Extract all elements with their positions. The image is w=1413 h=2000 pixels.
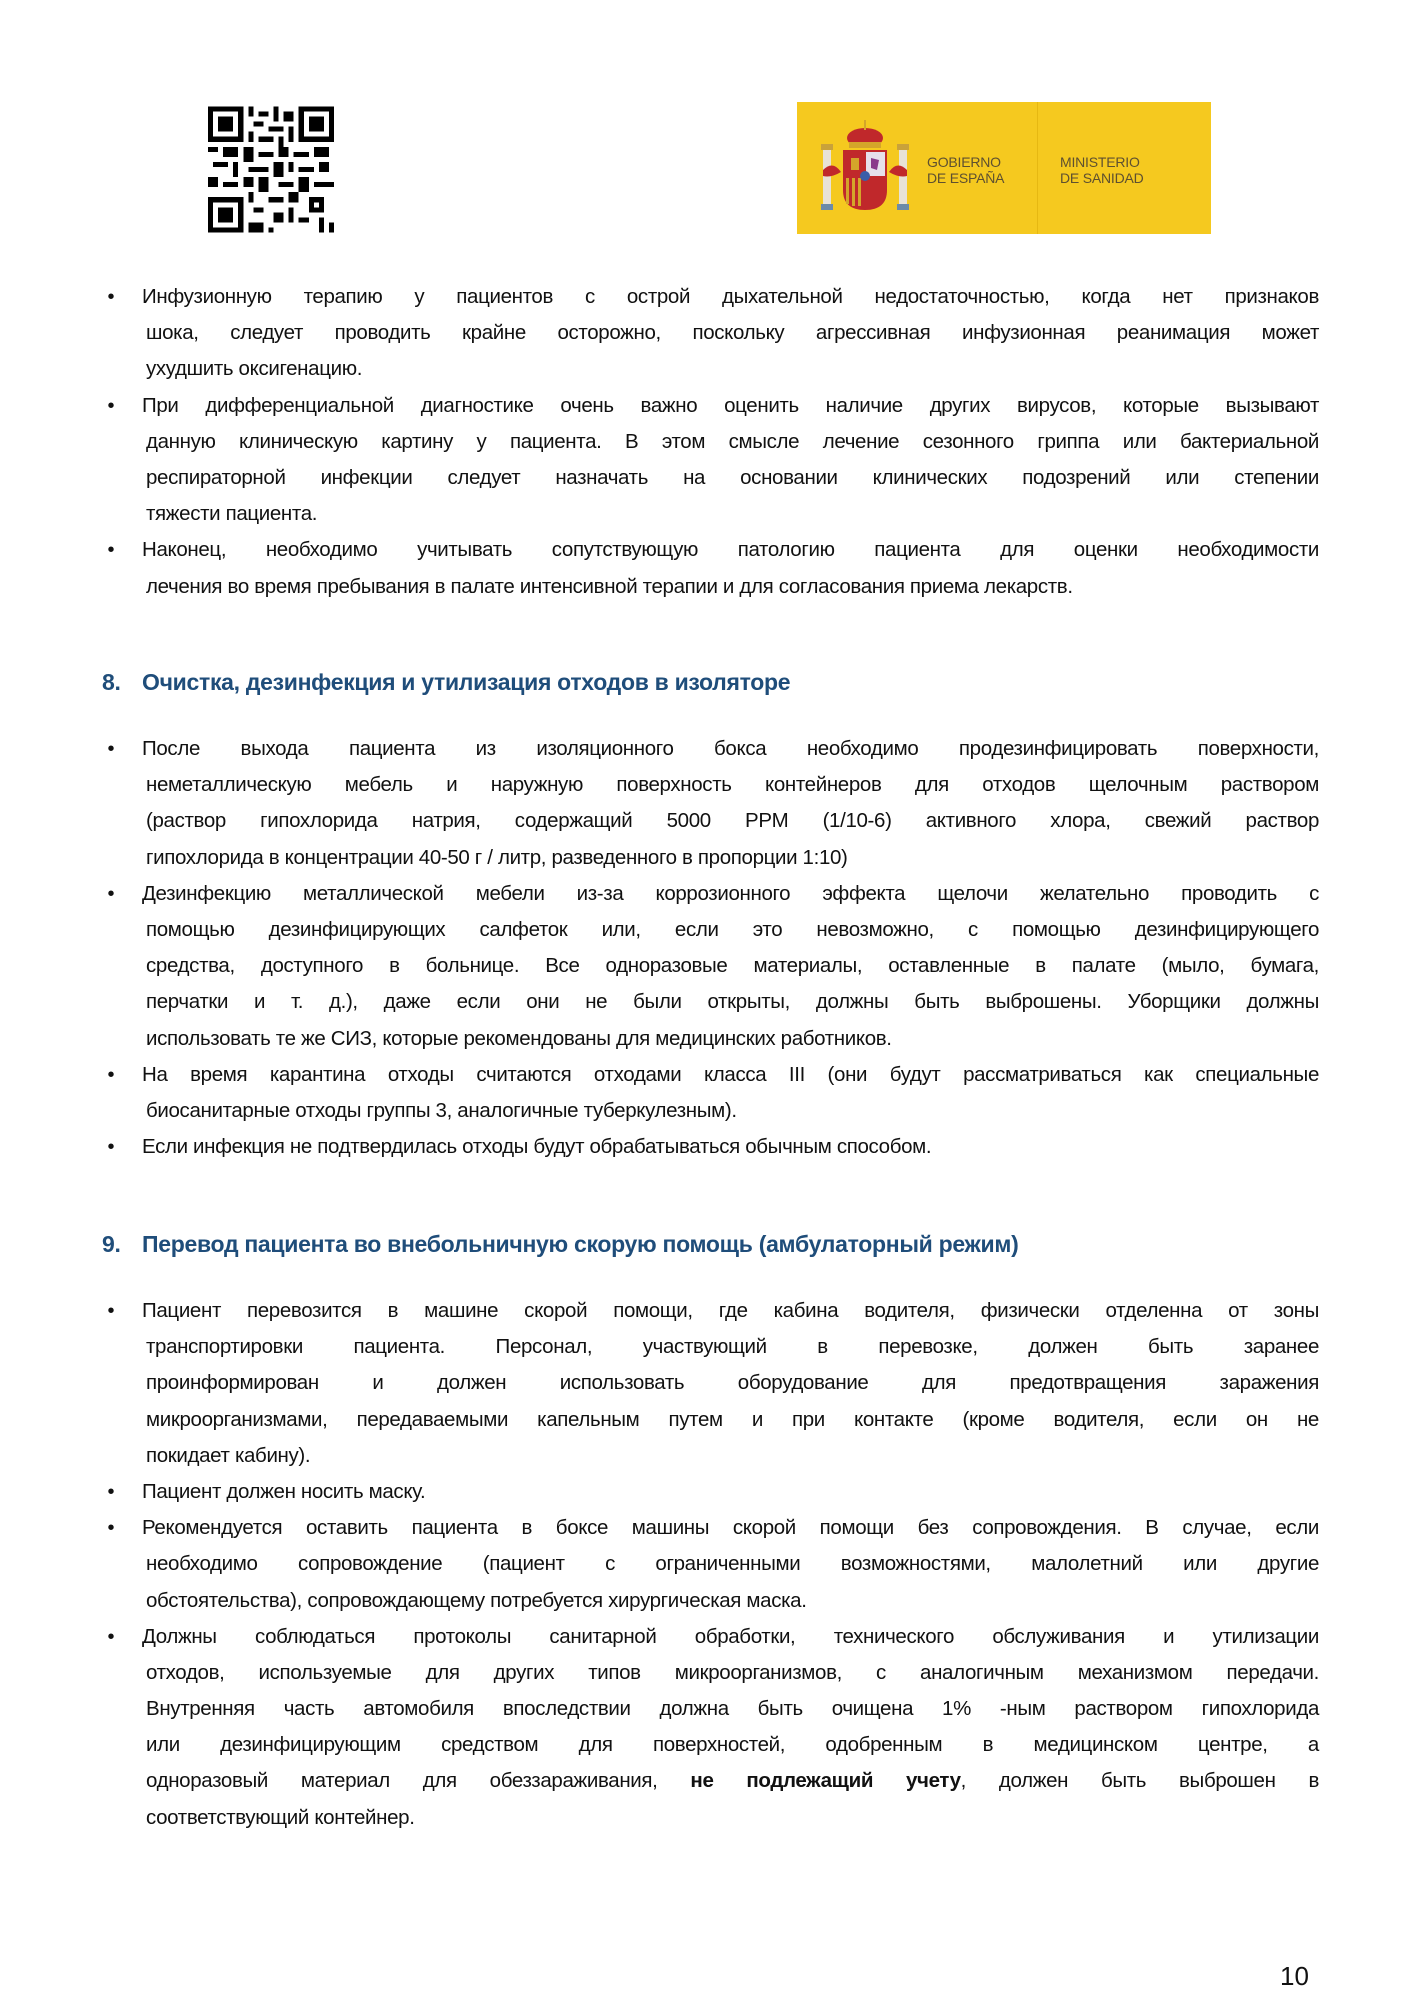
list-item: [0, 1510, 1413, 1619]
text-line: Пациент должен носить маску.: [142, 1479, 426, 1503]
text-line: Наконец, необходимо учитывать сопутствующую патологию пациента для оценки необходимости: [142, 538, 1319, 562]
text-line: использовать те же СИЗ, которые рекомендованы для медицинских работников.: [146, 1026, 892, 1050]
text-line: При дифференциальной диагностике очень важно оценить наличие других вирусов, которые вызывают: [142, 393, 1319, 417]
text-line: данную клиническую картину у пациента. В этом смысле лечение сезонного гриппа или бактериальной: [146, 429, 1319, 453]
text-line: Рекомендуется оставить пациента в боксе машины скорой помощи без сопровождения. В случае, если: [142, 1516, 1319, 1540]
text-line: Внутренняя часть автомобиля впоследствии должна быть очищена 1% -ным раствором гипохлорида: [146, 1697, 1319, 1721]
list-item: [0, 1293, 1413, 1474]
text-line: ухудшить оксигенацию.: [146, 357, 363, 381]
gobierno-de-espana-text: GOBIERNO DE ESPAÑA: [927, 154, 1005, 186]
bullet-icon: •: [107, 1625, 115, 1648]
list-item: [0, 1057, 1413, 1129]
section-9-bullet-list: [0, 1293, 1413, 1836]
text-segment: одноразовый материал для обеззараживания,: [146, 1769, 691, 1793]
text-line: Если инфекция не подтвердилась отходы будут обрабатываться обычным способом.: [142, 1135, 932, 1159]
list-item: [0, 1619, 1413, 1836]
text-line: покидает кабину).: [146, 1443, 311, 1467]
section-title: Перевод пациента во внебольничную скорую помощь (амбулаторный режим): [142, 1231, 1019, 1257]
text-line: необходимо сопровождение (пациент с ограниченными возможностями, малолетний или другие: [146, 1552, 1319, 1576]
bullet-icon: •: [107, 286, 115, 308]
text-line: соответствующий контейнер.: [146, 1805, 415, 1829]
text-line: или дезинфицирующим средством для поверхностей, одобренным в медицинском центре, а: [146, 1733, 1319, 1757]
text-line: (раствор гипохлорида натрия, содержащий 5000 PPM (1/10-6) активного хлора, свежий раствор: [146, 809, 1319, 833]
bullet-icon: •: [107, 1480, 115, 1503]
text-line: тяжести пациента.: [146, 502, 318, 526]
list-item: [0, 1474, 1413, 1510]
section-number: 8.: [102, 669, 121, 695]
text-line: проинформирован и должен использовать оборудование для предотвращения заражения: [146, 1371, 1319, 1395]
bold-emphasis: не подлежащий учету: [690, 1769, 961, 1793]
section-8-heading: [102, 667, 790, 697]
list-item: [0, 1129, 1413, 1165]
bullet-icon: •: [107, 882, 115, 905]
section-9-heading: [102, 1229, 1018, 1259]
list-item: [0, 388, 1413, 533]
text-line: транспортировки пациента. Персонал, участвующий в перевозке, должен быть заранее: [146, 1335, 1319, 1359]
list-item: [0, 532, 1413, 604]
text-line: неметаллическую мебель и наружную поверхность контейнеров для отходов щелочным раствором: [146, 773, 1319, 797]
text-line: После выхода пациента из изоляционного бокса необходимо продезинфицировать поверхности,: [142, 737, 1319, 760]
text-line: помощью дезинфицирующих салфеток или, если это невозможно, с помощью дезинфицирующего: [146, 917, 1319, 941]
intro-bullet-list: [0, 279, 1413, 605]
coat-of-arms-icon: [819, 120, 911, 216]
list-item: [0, 731, 1413, 876]
text-line: средства, доступного в больнице. Все одноразовые материалы, оставленные в палате (мыло, бумага,: [146, 954, 1319, 978]
text-line: обстоятельства), сопровождающему потребуется хирургическая маска.: [146, 1588, 807, 1612]
bullet-icon: •: [107, 1063, 115, 1086]
text-line-with-bold: [146, 1763, 1319, 1799]
text-line: лечения во время пребывания в палате интенсивной терапии и для согласования приема лекарств.: [146, 574, 1073, 598]
text-line: Инфузионную терапию у пациентов с острой дыхательной недостаточностью, когда нет признаков: [142, 285, 1319, 308]
ministerio-de-sanidad-text: MINISTERIO DE SANIDAD: [1060, 154, 1144, 186]
bullet-icon: •: [107, 394, 115, 417]
text-line: биосанитарные отходы группы 3, аналогичные туберкулезным).: [146, 1098, 737, 1122]
list-item: [0, 279, 1413, 388]
text-line: Пациент перевозится в машине скорой помощи, где кабина водителя, физически отделенна от зоны: [142, 1299, 1319, 1322]
bullet-icon: •: [107, 539, 115, 562]
bullet-icon: •: [107, 738, 115, 760]
section-8-bullet-list: [0, 731, 1413, 1165]
list-item: [0, 876, 1413, 1057]
bullet-icon: •: [107, 1136, 115, 1159]
section-number: 9.: [102, 1231, 121, 1257]
bullet-icon: •: [107, 1300, 115, 1322]
text-segment: , должен быть выброшен в: [960, 1769, 1319, 1793]
text-line: Должны соблюдаться протоколы санитарной обработки, технического обслуживания и утилизации: [142, 1624, 1319, 1648]
gobierno-ministerio-logo: [797, 102, 1211, 234]
text-line: Дезинфекцию металлической мебели из-за коррозионного эффекта щелочи желательно проводить с: [142, 881, 1319, 905]
text-line: гипохлорида в концентрации 40-50 г / литр, разведенного в пропорции 1:10): [146, 845, 848, 869]
text-line: перчатки и т. д.), даже если они не были открыты, должны быть выброшены. Уборщики должны: [146, 990, 1319, 1014]
text-line: шока, следует проводить крайне осторожно, поскольку агрессивная инфузионная реанимация может: [146, 321, 1319, 345]
text-line: респираторной инфекции следует назначать на основании клинических подозрений или степении: [146, 465, 1319, 489]
text-line: микроорганизмами, передаваемыми капельным путем и при контакте (кроме водителя, если он не: [146, 1407, 1319, 1431]
qr-code: [208, 106, 334, 233]
section-title: Очистка, дезинфекция и утилизация отходов в изоляторе: [142, 669, 791, 695]
bullet-icon: •: [107, 1517, 115, 1540]
text-line: отходов, используемые для других типов микроорганизмов, с аналогичным механизмом передачи.: [146, 1660, 1319, 1684]
page-number: 10: [1280, 1961, 1309, 1991]
text-line: На время карантина отходы считаются отходами класса III (они будут рассматриваться как специальные: [142, 1062, 1319, 1086]
logo-divider: [1037, 102, 1038, 234]
